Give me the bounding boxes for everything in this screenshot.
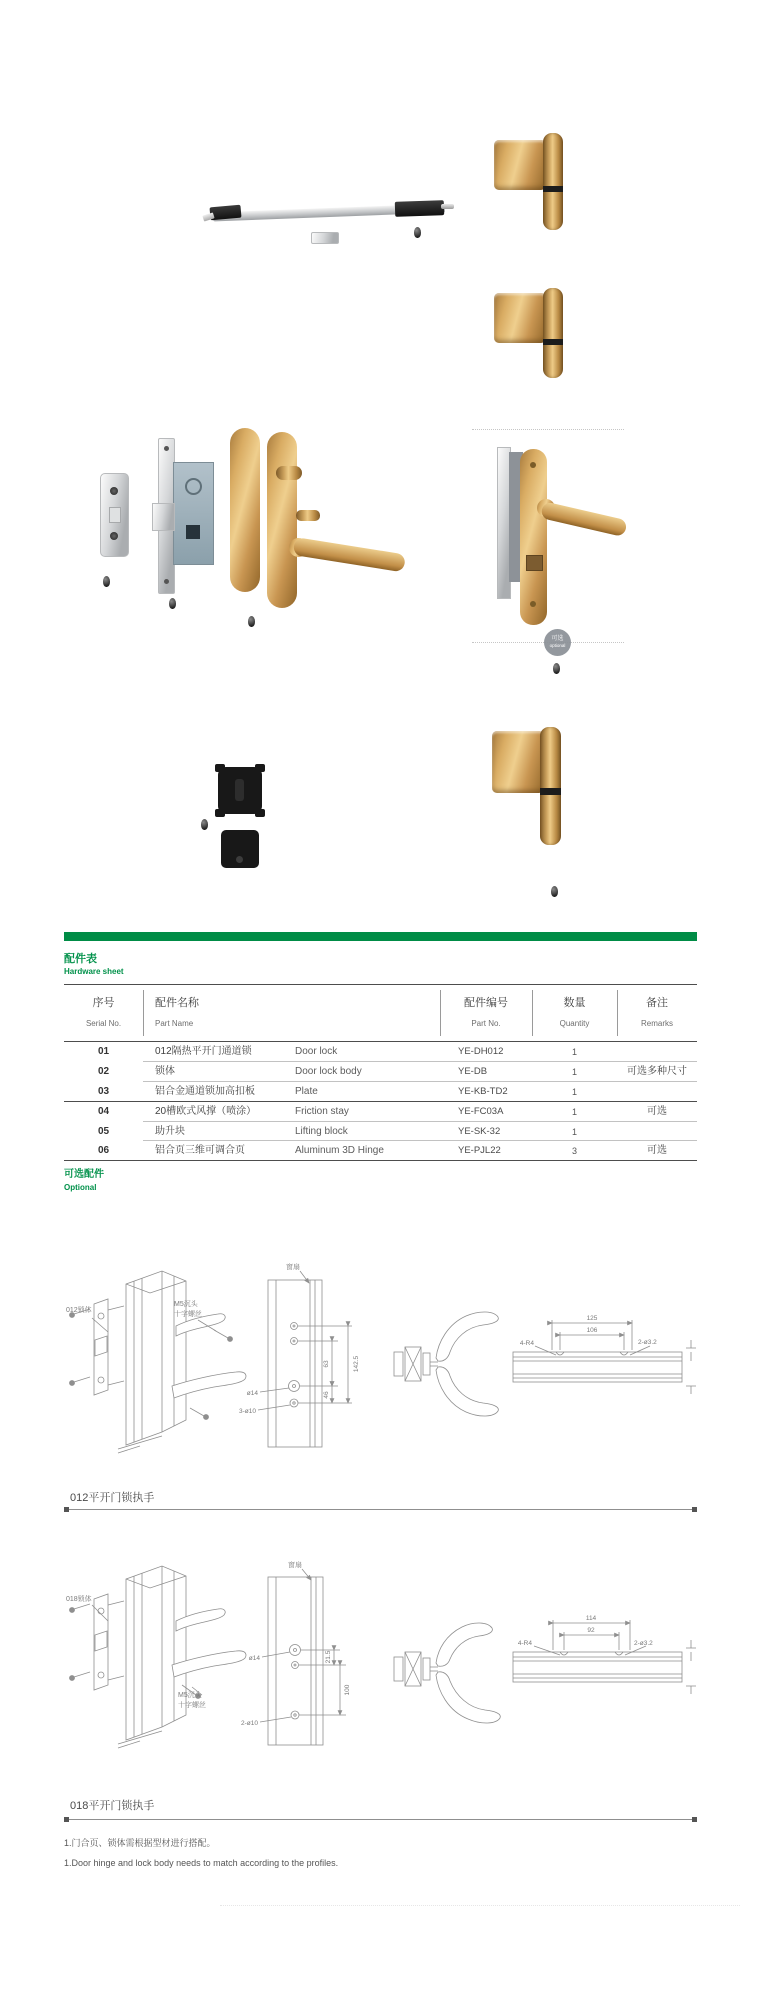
page-bottom-faint-rule — [220, 1905, 740, 1906]
rule-end-square — [64, 1817, 69, 1822]
dim-hole-big: ø14 — [246, 1390, 258, 1397]
row-name-zh: 012隔热平开门通道锁 — [155, 1046, 252, 1057]
faceplate-screw-hole — [164, 579, 169, 584]
hinge-head — [492, 731, 544, 793]
sash-label: 窗扇 — [286, 1264, 300, 1271]
row-qty: 3 — [571, 1146, 577, 1156]
friction-stay-bracket — [311, 232, 339, 244]
header-part-en: Part No. — [471, 1019, 501, 1028]
row-part-no: YE-DH012 — [458, 1046, 504, 1057]
row-part-no: YE-KB-TD2 — [458, 1086, 508, 1097]
row-part-no: YE-SK-32 — [458, 1126, 501, 1137]
dim-142-5: 142.5 — [353, 1355, 360, 1373]
dim-21-5: 21.5 — [325, 1650, 332, 1664]
optional-title-zh: 可选配件 — [64, 1169, 104, 1180]
rule-end-square — [692, 1817, 697, 1822]
row-name-en: Plate — [295, 1086, 318, 1097]
row-part-no: YE-DB — [458, 1066, 488, 1077]
header-divider — [440, 990, 441, 1036]
screw-label-line1: M5沉头 — [174, 1301, 198, 1308]
escutcheon-plate — [520, 449, 547, 625]
section-label-018: 018平开门锁执手 — [70, 1800, 155, 1812]
row-qty: 1 — [571, 1087, 577, 1097]
row-part-no: YE-PJL22 — [458, 1145, 501, 1156]
hinge-head — [494, 140, 546, 190]
header-divider — [617, 990, 618, 1036]
row-serial: 05 — [97, 1126, 110, 1137]
row-qty: 1 — [571, 1127, 577, 1137]
dim-114: 114 — [585, 1615, 597, 1622]
rule-end-square — [64, 1507, 69, 1512]
row-serial: 01 — [97, 1046, 110, 1057]
row-qty: 1 — [571, 1047, 577, 1057]
row-qty: 1 — [571, 1067, 577, 1077]
dim-63: 63 — [323, 1360, 330, 1368]
table-row — [64, 1082, 697, 1102]
header-serial-zh: 序号 — [92, 997, 115, 1009]
lever-handle — [293, 537, 406, 572]
screw — [553, 663, 560, 674]
escutcheon-front-plate — [267, 432, 297, 608]
hinge-band — [543, 186, 563, 192]
hardware-table — [64, 984, 697, 1161]
dim-4r4: 4-R4 — [517, 1640, 532, 1647]
block-tab — [255, 809, 265, 817]
screw — [169, 598, 176, 609]
hinge-barrel — [543, 133, 563, 230]
lock-body-label: 012锁体 — [66, 1307, 92, 1314]
hinge-barrel — [543, 288, 563, 378]
watermark-text-en: optional — [549, 643, 566, 648]
watermark-text-zh: 可选 — [551, 636, 564, 642]
dim-hole-small: 3-ø10 — [239, 1408, 256, 1415]
row-name-en: Friction stay — [295, 1106, 349, 1117]
spindle — [296, 510, 320, 521]
header-divider — [143, 990, 144, 1036]
header-name-zh: 配件名称 — [155, 997, 199, 1009]
screw — [248, 616, 255, 627]
table-row — [64, 1141, 697, 1161]
latch-bolt — [152, 503, 175, 531]
rule-end-square — [692, 1507, 697, 1512]
optional-watermark — [544, 629, 571, 656]
row-qty: 1 — [571, 1107, 577, 1117]
table-row — [64, 1062, 697, 1082]
lock-body — [173, 462, 214, 565]
table-header — [64, 984, 697, 1042]
lock-body-keyhole — [186, 525, 200, 539]
optional-title-en: Optional — [64, 1183, 97, 1192]
row-name-zh: 锁体 — [155, 1066, 175, 1077]
dim-hole-big: ø14 — [248, 1655, 260, 1662]
lever-handle — [540, 501, 628, 537]
row-serial: 04 — [97, 1106, 110, 1117]
block-tab — [215, 764, 225, 772]
screw — [103, 576, 110, 587]
header-remark-en: Remarks — [640, 1019, 673, 1028]
friction-stay-photo — [200, 195, 460, 255]
plate-screw — [530, 601, 536, 607]
section-rule-012 — [64, 1509, 697, 1510]
row-name-en: Door lock body — [295, 1066, 362, 1077]
row-remark: 可选 — [647, 1145, 667, 1156]
dim-92: 92 — [587, 1627, 595, 1634]
row-name-en: Door lock — [295, 1046, 338, 1057]
dim-100: 100 — [344, 1684, 351, 1696]
escutcheon-back-plate — [230, 428, 260, 592]
friction-stay-pin — [441, 204, 454, 209]
row-name-zh: 铝合页三维可调合页 — [155, 1145, 245, 1156]
row-serial: 03 — [97, 1086, 110, 1097]
row-remark: 可选 — [647, 1106, 667, 1117]
table-row — [64, 1122, 697, 1141]
screw-label-line1: M5沉头 — [178, 1692, 202, 1699]
note-en: 1.Door hinge and lock body needs to match according to the profiles. — [64, 1858, 339, 1868]
dim-2-3-2: 2-ø3.2 — [634, 1640, 653, 1647]
faceplate-screw-hole — [164, 446, 169, 451]
row-name-en: Aluminum 3D Hinge — [295, 1145, 384, 1156]
block-tab — [215, 809, 225, 817]
table-row — [64, 1042, 697, 1062]
friction-stay-end-right — [395, 200, 444, 217]
screw — [201, 819, 208, 830]
technical-drawing-018 — [64, 1545, 697, 1780]
note-zh: 1.门合页、锁体需根据型材进行搭配。 — [64, 1838, 216, 1848]
sash-label: 窗扇 — [288, 1562, 302, 1569]
hinge-barrel — [540, 727, 561, 845]
block-slot — [235, 779, 244, 801]
header-name-en: Part Name — [155, 1019, 194, 1028]
screw-label-line2: 十字螺丝 — [178, 1702, 206, 1709]
block-hole — [236, 856, 243, 863]
row-name-zh: 助升块 — [155, 1126, 185, 1137]
hinge-photo-top — [494, 133, 566, 231]
header-serial-en: Serial No. — [85, 1019, 122, 1028]
latch-cutout — [526, 555, 543, 571]
header-remark-zh: 备注 — [646, 997, 668, 1009]
accent-bar — [64, 932, 697, 941]
dim-125: 125 — [586, 1315, 598, 1322]
row-remark: 可选多种尺寸 — [627, 1066, 687, 1077]
section-label-012: 012平开门锁执手 — [70, 1492, 155, 1504]
dim-2-3-2: 2-ø3.2 — [638, 1339, 657, 1346]
strike-plate-hole — [110, 487, 118, 495]
hardware-sheet-title-en: Hardware sheet — [64, 967, 124, 976]
hinge-photo-middle — [494, 288, 566, 380]
lock-body-hub — [185, 478, 202, 495]
lock-body-label: 018锁体 — [66, 1596, 92, 1603]
lifting-block-2 — [221, 830, 259, 868]
dim-46: 46 — [323, 1391, 330, 1399]
thumb-turn — [276, 466, 302, 480]
row-part-no: YE-FC03A — [458, 1106, 504, 1117]
separator-dotted-top — [472, 429, 624, 430]
row-serial: 02 — [97, 1066, 110, 1077]
hinge-band — [540, 788, 561, 795]
hinge-head — [494, 293, 546, 343]
table-row — [64, 1102, 697, 1122]
row-serial: 06 — [97, 1145, 110, 1156]
header-qty-zh: 数量 — [563, 997, 586, 1009]
header-divider — [532, 990, 533, 1036]
dim-4r4: 4-R4 — [519, 1340, 534, 1347]
hinge-band — [543, 339, 563, 345]
screw — [414, 227, 421, 238]
strike-plate — [100, 473, 129, 557]
hardware-sheet-title-zh: 配件表 — [64, 953, 97, 965]
strike-plate-slot — [109, 507, 121, 523]
technical-drawing-012 — [64, 1240, 697, 1475]
header-part-zh: 配件编号 — [464, 997, 508, 1009]
lifting-block-1 — [218, 767, 262, 814]
row-name-zh: 20槽欧式风撑（喷涂） — [155, 1106, 257, 1117]
section-rule-018 — [64, 1819, 697, 1820]
dim-106: 106 — [586, 1327, 598, 1334]
header-qty-en: Quantity — [559, 1019, 590, 1028]
row-name-zh: 铝合金通道锁加高扣板 — [155, 1086, 255, 1097]
plate-screw — [530, 462, 536, 468]
table-bottom-border — [64, 1160, 697, 1161]
screw — [551, 886, 558, 897]
screw-label-line2: 十字螺丝 — [174, 1311, 202, 1318]
row-name-en: Lifting block — [295, 1126, 348, 1137]
block-tab — [255, 764, 265, 772]
strike-plate-hole — [110, 532, 118, 540]
hinge-photo-bottom — [492, 727, 566, 847]
dim-hole-small: 2-ø10 — [241, 1720, 258, 1727]
